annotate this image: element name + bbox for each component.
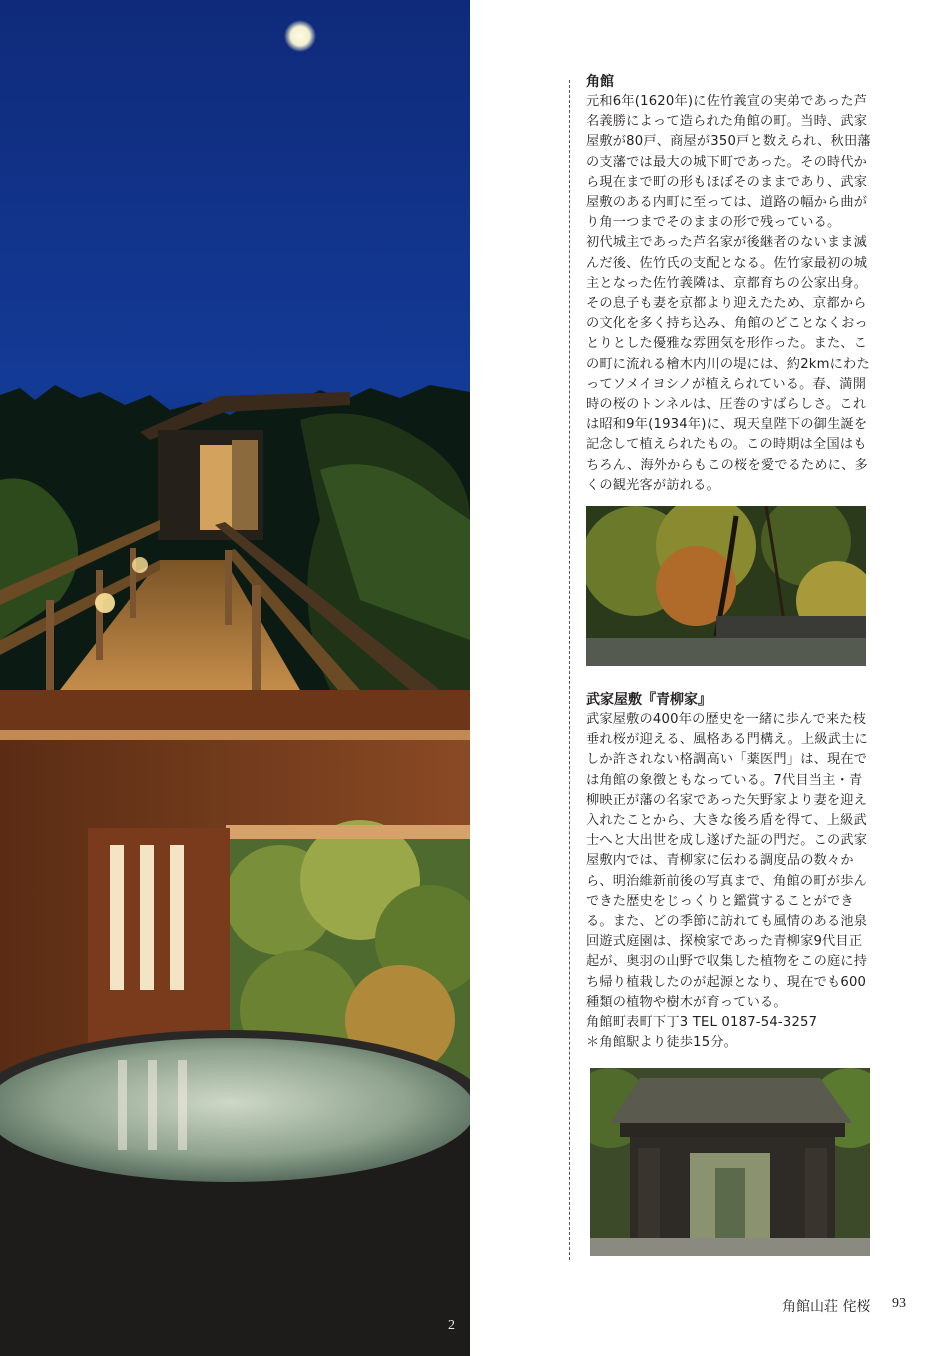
aoyagi-title: 武家屋敷『青柳家』 [586, 692, 712, 708]
dashed-divider [569, 80, 570, 1260]
kakunodate-paragraph-2: 初代城主であった芦名家が後継者のないまま滅んだ後、佐竹氏の支配となる。佐竹家最初の城主となった佐竹義隣は、京都育ちの公家出身。その息子も妻を京都より迎えたため、京都からの文化を多く持ち込み、角館のどことなくおっとりとした優雅な雰囲気を形作った。また、この町に流れる檜木内川の堤には、約2kmにわたってソメイヨシノが植えられている。春、満開時の桜のトンネルは、圧巻のすばらしさ。これは昭和9年(1934年)に、現天皇陛下の御生誕を記念して植えられたもの。この時期は全国はもちろん、海外からもこの桜を愛でるために、多くの観光客が訪れる。 [586, 235, 870, 493]
night-walkway-photo [0, 0, 470, 690]
footer-title: 角館山荘 侘桜 [782, 1299, 871, 1315]
kakunodate-paragraph-1: 元和6年(1620年)に佐竹義宣の実弟であった芦名義勝によって造られた角館の町。当時、武家屋敷が80戸、商屋が350戸と数えられ、秋田藩の支藩では最大の城下町であった。その時代から現在まで町の形もほぼそのままであり、武家屋敷のある内町に至っては、道路の幅から曲がり角一つまでそのままの形で残っている。 [586, 94, 871, 231]
weeping-cherry-photo [586, 506, 866, 666]
photo-column [0, 0, 470, 1356]
kakunodate-section [586, 72, 872, 496]
kakunodate-title: 角館 [586, 74, 614, 90]
open-air-bath-photo [0, 690, 470, 1356]
aoyagi-access: ＊角館駅より徒歩15分。 [586, 1035, 738, 1051]
aoyagi-section [586, 690, 872, 1053]
aoyagi-paragraph: 武家屋敷の400年の歴史を一緒に歩んで来た枝垂れ桜が迎える、風格ある門構え。上級武士にしか許されない格調高い「薬医門」は、現在では角館の象徴ともなっている。7代目当主・青柳映正が藩の名家であった矢野家より妻を迎え入れたことから、大きな後ろ盾を得て、上級武士へと大出世を成し遂げた証の門だ。この武家屋敷内では、青柳家に伝わる調度品の数々から、明治維新前後の写真まで、角館の町が歩んできた歴史をじっくりと鑑賞することができる。また、どの季節に訪れても風情のある池泉回遊式庭園は、探検家であった青柳家9代目正起が、奥羽の山野で収集した植物をこの庭に持ち帰り植栽したのが起源となり、現在でも600種類の植物や樹木が育っている。 [586, 712, 868, 1010]
yakui-gate-photo [590, 1068, 870, 1256]
left-page-number: 2 [448, 1318, 455, 1333]
footer-page-number: 93 [892, 1296, 906, 1311]
aoyagi-address: 角館町表町下丁3 TEL 0187-54-3257 [586, 1015, 818, 1031]
